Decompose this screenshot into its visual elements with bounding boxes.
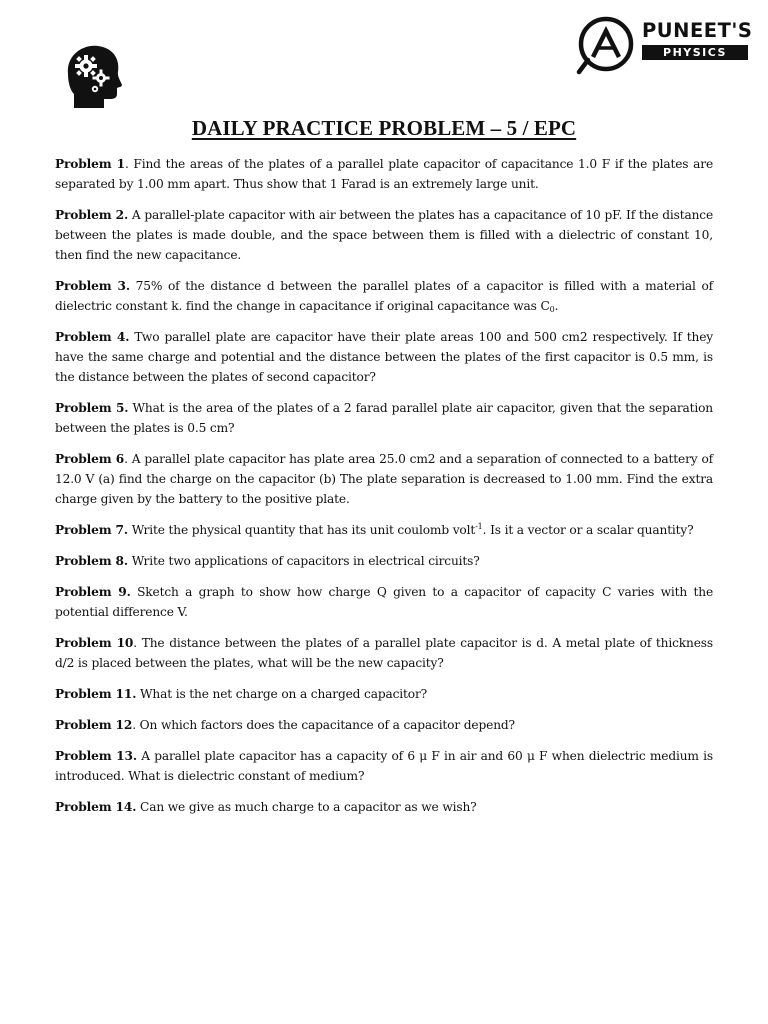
problem-label: Problem 14. — [55, 800, 137, 814]
problem-text: What is the net charge on a charged capacitor? — [136, 687, 428, 701]
problem-text: 75% of the distance d between the parallel plates of a capacitor is filled with a material of dielectric constant k. find the change in capacitance if original capacitance was C — [55, 279, 713, 313]
problem-item — [55, 205, 713, 265]
problem-text: . The distance between the plates of a parallel plate capacitor is d. A metal plate of thickness d/2 is placed between the plates, what will be the new capacity? — [55, 636, 713, 670]
head-with-gears-icon — [64, 44, 122, 110]
logo-brand-subtitle: PHYSICS — [642, 45, 748, 60]
problem-label: Problem 11. — [55, 687, 137, 701]
problem-item — [55, 276, 713, 316]
problem-text: A parallel-plate capacitor with air between the plates has a capacitance of 10 pF. If the distance between the plates is made double, and the space between them is filled with a dielectric of constant 10, then find the new capacitance. — [55, 208, 714, 262]
problem-label: Problem 1 — [55, 157, 125, 171]
problem-label: Problem 6 — [55, 452, 125, 466]
page-title: DAILY PRACTICE PROBLEM – 5 / EPC — [191, 116, 577, 140]
problem-text-end: . Is it a vector or a scalar quantity? — [482, 523, 694, 537]
problem-list — [55, 154, 713, 828]
problem-text: . A parallel plate capacitor has plate area 25.0 cm2 and a separation of connected to a battery of 12.0 V (a) find the charge on the capacitor (b) The plate separation is decreased to 1.00 mm. Find the extra charge given by the battery to the positive plate. — [55, 452, 713, 506]
problem-text: Write the physical quantity that has its unit coulomb volt — [127, 523, 476, 537]
problem-item — [55, 398, 713, 438]
problem-item — [55, 551, 713, 571]
logo-mark-icon — [576, 14, 640, 76]
problem-text: Sketch a graph to show how charge Q given to a capacitor of capacity C varies with the potential difference V. — [55, 585, 714, 619]
problem-item — [55, 449, 713, 509]
problem-label: Problem 7. — [55, 523, 128, 537]
brand-logo — [576, 14, 752, 76]
superscript: -1 — [475, 522, 483, 531]
problem-text: . Find the areas of the plates of a parallel plate capacitor of capacitance 1.0 F if the plates are separated by 1.00 mm apart. Thus show that 1 Farad is an extremely large unit. — [55, 157, 714, 191]
problem-label: Problem 4. — [55, 330, 130, 344]
problem-item — [55, 327, 713, 387]
problem-text: Two parallel plate are capacitor have their plate areas 100 and 500 cm2 respectively. If they have the same charge and potential and the distance between the plates of the first capacitor is 0.5 mm, is the distance between the plates of second capacitor? — [55, 330, 713, 384]
logo-brand-name: PUNEET'S — [642, 19, 753, 42]
problem-label: Problem 5. — [55, 401, 129, 415]
problem-item — [55, 746, 713, 786]
subscript: 0 — [549, 305, 555, 314]
problem-item — [55, 520, 713, 540]
problem-label: Problem 10 — [55, 636, 134, 650]
problem-item — [55, 684, 713, 704]
problem-label: Problem 12 — [55, 718, 133, 732]
problem-item — [55, 797, 713, 817]
problem-label: Problem 9. — [55, 585, 131, 599]
problem-text: What is the area of the plates of a 2 farad parallel plate air capacitor, given that the separation between the plates is 0.5 cm? — [55, 401, 713, 435]
problem-label: Problem 8. — [55, 554, 128, 568]
problem-text: A parallel plate capacitor has a capacity of 6 μ F in air and 60 μ F when dielectric medium is introduced. What is dielectric constant of medium? — [55, 749, 714, 783]
problem-text-end: . — [554, 299, 559, 313]
problem-text: Can we give as much charge to a capacitor as we wish? — [136, 800, 477, 814]
problem-text: . On which factors does the capacitance of a capacitor depend? — [132, 718, 515, 732]
problem-item — [55, 154, 713, 194]
problem-label: Problem 2. — [55, 208, 129, 222]
problem-item — [55, 715, 713, 735]
problem-item — [55, 633, 713, 673]
problem-item — [55, 582, 713, 622]
problem-text: Write two applications of capacitors in electrical circuits? — [127, 554, 480, 568]
problem-label: Problem 3. — [55, 279, 130, 293]
problem-label: Problem 13. — [55, 749, 137, 763]
